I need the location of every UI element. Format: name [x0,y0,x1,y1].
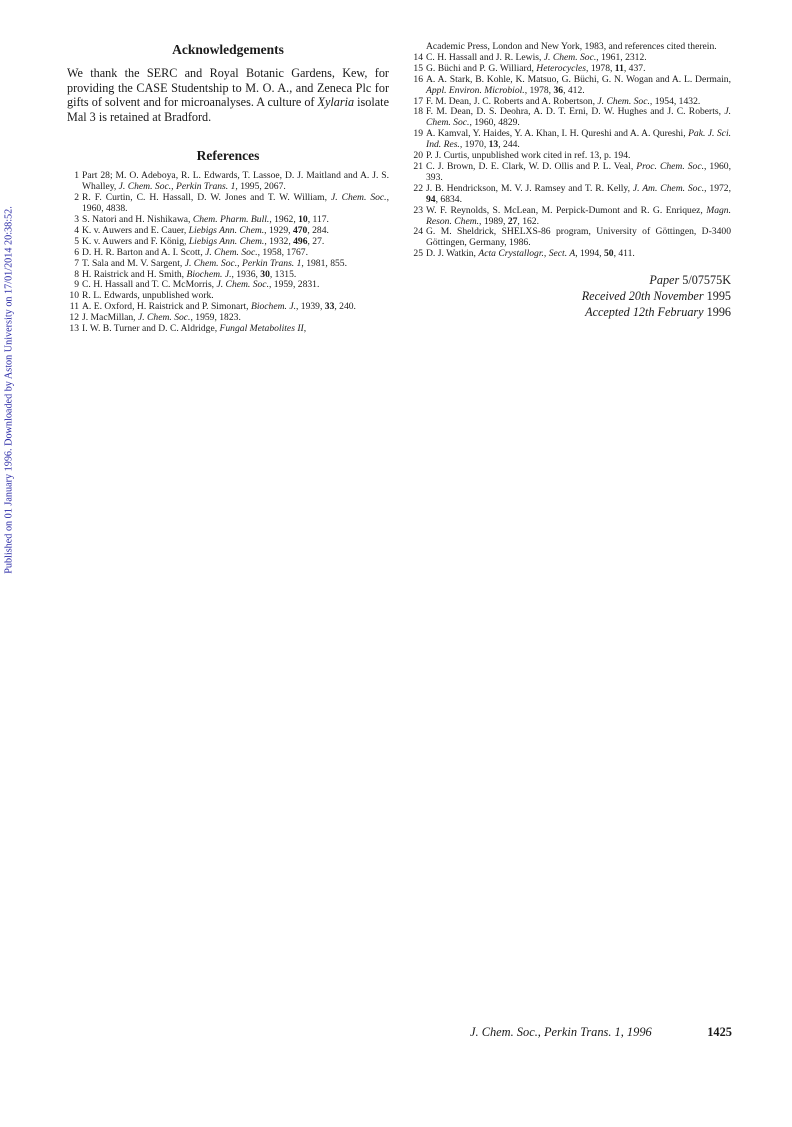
reference-authors: G. M. Sheldrick, SHELXS-86 program, University of Göttingen, D-3400 Göttingen, Germany, 1986. [426,226,731,249]
references-heading: References [196,148,260,164]
accepted-date: 12th February [632,305,704,320]
reference-item [411,162,731,184]
reference-number: 4 [74,224,79,236]
reference-pages: , 1958, 1767. [257,246,308,258]
reference-journal: Heterocycles [536,62,587,74]
reference-authors: C. J. Brown, D. E. Clark, W. D. Ollis and P. L. Veal, [426,160,637,172]
reference-authors: A. A. Stark, B. Kohle, K. Matsuo, G. Büchi, G. N. Wogan and A. L. Dermain, [426,73,731,85]
reference-journal: J. Chem. Soc., Perkin Trans. 1 [184,257,302,269]
reference-volume: 36 [553,84,564,96]
received-date: 20th November [628,289,704,304]
reference-authors: I. W. B. Turner and D. C. Aldridge, [82,323,220,335]
right-column [411,42,731,320]
reference-number: 12 [69,312,79,324]
reference-list-right [411,53,731,260]
reference-journal: Proc. Chem. Soc. [636,160,704,172]
reference-pages: , 1995, 2067. [235,181,286,193]
ack-text-italic: Xylaria [317,95,355,110]
reference-item [411,184,731,206]
download-watermark [2,90,16,690]
received-label: Received [581,289,626,304]
reference-journal: J. Chem. Soc. [137,312,191,324]
reference-authors: W. F. Reynolds, S. McLean, M. Perpick-Dumont and R. G. Enriquez, [426,204,707,216]
reference-year: , 1939, [295,301,325,313]
reference-pages: , 240. [334,301,356,313]
ack-text-part2: isolate Mal 3 is retained at Bradford. [67,95,389,124]
reference-pages: , 1960, 4838. [82,192,389,215]
reference-number: 13 [69,323,79,335]
reference-volume: 27 [507,215,518,227]
reference-number: 2 [74,192,79,204]
reference-volume: 30 [260,268,270,280]
reference-pages: , 117. [307,214,329,225]
acknowledgements-text [67,66,389,124]
reference-pages: , 411. [613,248,635,260]
reference-number: 21 [413,160,423,172]
reference-journal: J. Chem. Soc. [216,279,269,291]
reference-13-continuation: Academic Press, London and New York, 1983, and references cited therein. [426,41,717,52]
paper-label: Paper [649,273,680,288]
reference-volume: 50 [603,248,614,260]
submission-info [411,272,731,320]
reference-journal: Liebigs Ann. Chem. [188,224,265,236]
reference-number: 10 [69,290,79,302]
reference-pages: , 437. [623,62,646,74]
reference-number: 8 [74,268,79,280]
reference-number: 17 [413,95,423,107]
reference-year: , 1978, [586,62,615,74]
page-footer [470,1025,732,1040]
reference-pages: , 1959, 2831. [268,279,320,291]
reference-number: 3 [74,214,79,225]
reference-number: 15 [413,62,423,74]
reference-authors: Part 28; M. O. Adeboya, R. L. Edwards, T. Lassoe, D. J. Maitland and A. J. S. Whalley, [82,170,389,193]
reference-pages: , 284. [307,224,329,236]
left-column [67,42,389,335]
reference-pages: , 1961, 2312. [596,51,647,63]
reference-volume: 10 [298,214,308,225]
reference-journal: Chem. Pharm. Bull. [192,214,270,225]
page-number: 1425 [707,1025,732,1039]
reference-journal: Appl. Environ. Microbiol. [426,84,525,96]
reference-number: 14 [413,51,423,63]
reference-pages: , 162. [517,215,539,227]
reference-pages: , 1959, 1823. [190,312,241,324]
reference-authors: T. Sala and M. V. Sargent, [82,257,185,269]
reference-authors: P. J. Curtis, unpublished work cited in ref. 13, p. 194. [426,150,631,162]
reference-number: 9 [74,279,79,291]
reference-authors: D. J. Watkin, [426,248,479,260]
reference-authors: S. Natori and H. Nishikawa, [82,214,193,225]
download-watermark-text: Published on 01 January 1996. Downloaded by Aston University on 17/01/2014 20:38:52. [3,206,15,574]
reference-item [411,107,731,129]
reference-item [411,129,731,151]
reference-journal: J. Chem. Soc. [426,106,731,129]
reference-pages: , 6834. [435,193,462,205]
reference-number: 1 [74,170,79,182]
reference-number: 7 [74,257,79,269]
reference-item [67,171,389,193]
reference-number: 6 [74,246,79,258]
paper-line [411,272,731,288]
accepted-line [411,304,731,320]
reference-number: 22 [413,182,423,194]
reference-volume: 470 [292,224,308,236]
reference-number: 25 [413,248,423,260]
reference-year: , 1978, [524,84,554,96]
reference-number: 18 [413,106,423,118]
reference-authors: R. L. Edwards, unpublished work. [82,290,214,302]
reference-item [411,227,731,249]
reference-item [67,193,389,215]
reference-pages: , 412. [563,84,585,96]
reference-year: , 1932, [264,235,294,247]
received-year: 1995 [706,289,731,304]
reference-authors: J. B. Hendrickson, M. V. J. Ramsey and T. R. Kelly, [426,182,633,194]
reference-authors: H. Raistrick and H. Smith, [82,268,187,280]
reference-volume: 94 [426,193,436,205]
reference-authors: C. H. Hassall and T. C. McMorris, [82,279,217,291]
reference-authors: K. v. Auwers and F. König, [82,235,189,247]
reference-authors: K. v. Auwers and E. Cauer, [82,224,189,236]
reference-journal: J. Chem. Soc., Perkin Trans. 1 [118,181,236,193]
reference-year: , 1989, [479,215,508,227]
reference-authors: C. H. Hassall and J. R. Lewis, [426,51,544,63]
reference-volume: 33 [324,301,335,313]
reference-number: 19 [413,128,423,140]
accepted-label: Accepted [585,305,630,320]
reference-pages: , [303,323,307,335]
reference-number: 5 [74,235,79,247]
reference-journal: Fungal Metabolites II [219,323,304,335]
reference-pages: , 27. [307,235,325,247]
reference-volume: 11 [614,62,624,74]
reference-journal: J. Chem. Soc. [597,95,650,107]
reference-journal: J. Am. Chem. Soc. [632,182,705,194]
reference-number: 16 [413,73,423,85]
reference-list-left [67,171,389,335]
acknowledgements-heading: Acknowledgements [172,42,284,57]
reference-volume: 13 [488,139,499,151]
reference-journal: J. Chem. Soc. [330,192,387,204]
reference-year: , 1994, [575,248,604,260]
reference-pages: , 1954, 1432. [649,95,701,107]
reference-pages: , 1960, 393. [426,160,731,183]
reference-journal: Biochem. J. [186,268,232,280]
reference-year: , 1962, [269,214,299,225]
accepted-year: 1996 [706,305,731,320]
reference-year: , 1929, [264,224,293,236]
reference-number: 24 [413,226,423,238]
reference-authors: A. E. Oxford, H. Raistrick and P. Simonart, [82,301,251,313]
paper-id: 5/07575K [682,273,731,288]
reference-year: , 1936, [231,268,261,280]
reference-authors: J. MacMillan, [82,312,138,324]
reference-pages: , 1960, 4829. [469,117,520,129]
journal-citation: J. Chem. Soc., Perkin Trans. 1, 1996 [470,1025,652,1039]
reference-journal: J. Chem. Soc. [205,246,258,258]
ack-text-part1: We thank the SERC and Royal Botanic Gardens, Kew, for providing the CASE Studentship to M. O. A., and Zeneca Plc for gifts of solvent and for microanalyses. A culture of [67,66,389,110]
reference-journal: Acta Crystallogr., Sect. A [478,248,576,260]
reference-volume: 496 [293,235,308,247]
received-line [411,288,731,304]
reference-item [411,206,731,228]
reference-authors: D. H. R. Barton and A. I. Scott, [82,246,206,258]
reference-authors: F. M. Dean, J. C. Roberts and A. Robertson, [426,95,598,107]
reference-journal: Pak. J. Sci. Ind. Res. [426,128,732,151]
reference-year: , 1972, [704,182,731,194]
reference-number: 11 [69,301,79,313]
reference-pages: , 1981, 855. [301,257,347,269]
reference-authors: A. Kamval, Y. Haides, Y. A. Khan, I. H. Qureshi and A. A. Qureshi, [426,128,689,140]
reference-year: , 1970, [459,139,489,151]
reference-journal: J. Chem. Soc. [543,51,597,63]
reference-journal: Magn. Reson. Chem. [426,204,731,227]
reference-journal: Biochem. J. [250,301,296,313]
reference-authors: G. Büchi and P. G. Williard, [426,62,537,74]
reference-pages: , 1315. [269,268,297,280]
reference-item [411,75,731,97]
reference-item [411,249,731,260]
reference-journal: Liebigs Ann. Chem. [188,235,265,247]
reference-item [67,324,389,335]
reference-number: 20 [413,150,423,162]
reference-pages: , 244. [498,139,520,151]
reference-number: 23 [413,204,423,216]
reference-authors: R. F. Curtin, C. H. Hassall, D. W. Jones and T. W. William, [82,192,331,204]
reference-authors: F. M. Dean, D. S. Deohra, A. D. T. Erni, D. W. Hughes and J. C. Roberts, [426,106,725,118]
